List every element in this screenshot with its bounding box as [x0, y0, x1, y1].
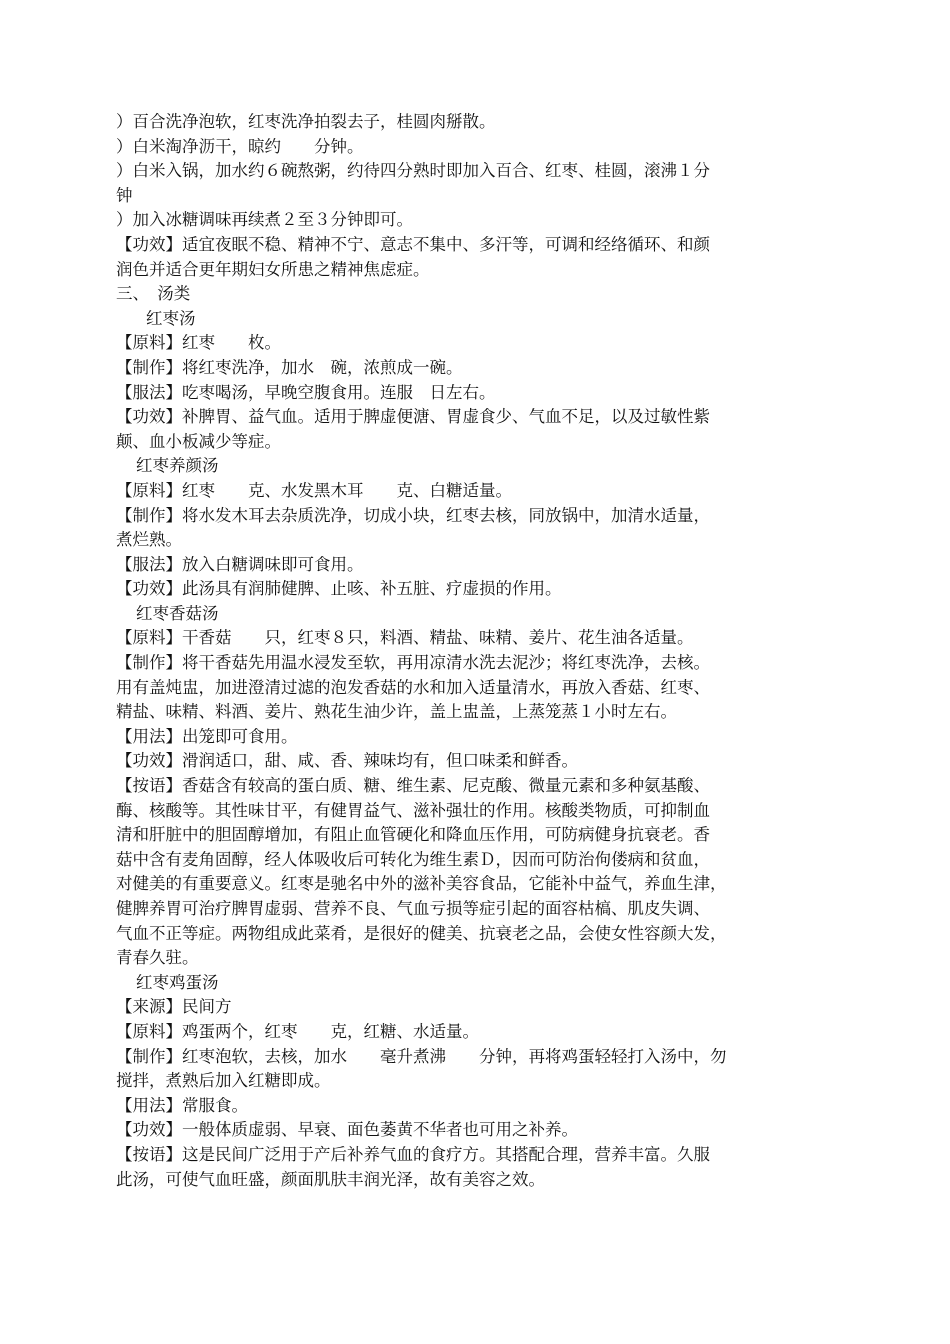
recipe-title: 红枣鸡蛋汤 — [136, 972, 219, 992]
text-line: 酶、核酸等。其性味甘平，有健胃益气、滋补强壮的作用。核酸类物质，可抑制血 — [116, 800, 710, 820]
text-line: 【原料】鸡蛋两个，红枣 克，红糖、水适量。 — [116, 1021, 479, 1041]
text-line: 菇中含有麦角固醇，经人体吸收后可转化为维生素Ｄ，因而可防治佝偻病和贫血， — [116, 849, 710, 869]
text-line: 煮烂熟。 — [116, 530, 182, 550]
text-line: ）加入冰糖调味再续煮２至３分钟即可。 — [116, 210, 413, 230]
text-line: 【按语】香菇含有较高的蛋白质、糖、维生素、尼克酸、微量元素和多种氨基酸、 — [116, 776, 710, 796]
text-line: 颠、血小板减少等症。 — [116, 431, 281, 451]
recipe-title: 红枣香菇汤 — [136, 603, 219, 623]
text-line: 【原料】红枣 枚。 — [116, 333, 281, 353]
text-line: 【制作】红枣泡软，去核，加水 毫升煮沸 分钟，再将鸡蛋轻轻打入汤中，勿 — [116, 1046, 727, 1066]
text-line: ）白米入锅，加水约６碗熬粥，约待四分熟时即加入百合、红枣、桂圆，滚沸１分 — [116, 161, 710, 181]
text-line: 【制作】将干香菇先用温水浸发至软，再用凉清水洗去泥沙；将红枣洗净，去核。 — [116, 653, 710, 673]
text-line: 【来源】民间方 — [116, 997, 232, 1017]
text-line: 【制作】将水发木耳去杂质洗净，切成小块，红枣去核，同放锅中，加清水适量， — [116, 505, 710, 525]
text-line: 【服法】放入白糖调味即可食用。 — [116, 554, 364, 574]
text-line: 青春久驻。 — [116, 948, 199, 968]
text-line: 用有盖炖盅，加进澄清过滤的泡发香菇的水和加入适量清水，再放入香菇、红枣、 — [116, 677, 710, 697]
recipe-title: 红枣汤 — [146, 308, 196, 328]
text-line: 【功效】补脾胃、益气血。适用于脾虚便溏、胃虚食少、气血不足，以及过敏性紫 — [116, 407, 710, 427]
text-line: ）百合洗净泡软，红枣洗净拍裂去子，桂圆肉掰散。 — [116, 112, 496, 131]
text-line: 【用法】常服食。 — [116, 1095, 248, 1115]
text-line: 【原料】红枣 克、水发黑木耳 克、白糖适量。 — [116, 480, 512, 500]
document-body — [116, 110, 816, 1192]
text-line: 精盐、味精、料酒、姜片、熟花生油少许，盖上盅盖，上蒸笼蒸１小时左右。 — [116, 702, 677, 722]
text-line: 对健美的有重要意义。红枣是驰名中外的滋补美容食品，它能补中益气，养血生津， — [116, 874, 727, 894]
text-line: 清和肝脏中的胆固醇增加，有阻止血管硬化和降血压作用，可防病健身抗衰老。香 — [116, 825, 710, 845]
text-line: 钟 — [116, 185, 133, 205]
text-line: 润色并适合更年期妇女所患之精神焦虑症。 — [116, 259, 430, 279]
text-line: 【原料】干香菇 只，红枣８只，料酒、精盐、味精、姜片、花生油各适量。 — [116, 628, 694, 648]
text-line: 【功效】此汤具有润肺健脾、止咳、补五脏、疗虚损的作用。 — [116, 579, 562, 599]
text-line: ）白米淘净沥干，晾约 分钟。 — [116, 136, 364, 156]
text-line: 气血不正等症。两物组成此菜肴，是很好的健美、抗衰老之品，会使女性容颜大发， — [116, 923, 727, 943]
text-line: 【用法】出笼即可食用。 — [116, 726, 298, 746]
text-line: 【制作】将红枣洗净，加水 碗，浓煎成一碗。 — [116, 357, 463, 377]
section-heading: 三、 汤类 — [116, 284, 191, 304]
text-line: 【功效】滑润适口，甜、咸、香、辣味均有，但口味柔和鲜香。 — [116, 751, 578, 771]
recipe-title: 红枣养颜汤 — [136, 456, 219, 476]
text-line: 健脾养胃可治疗脾胃虚弱、营养不良、气血亏损等症引起的面容枯槁、肌皮失调、 — [116, 899, 710, 918]
text-line: 【功效】一般体质虚弱、早衰、面色萎黄不华者也可用之补养。 — [116, 1120, 578, 1140]
text-line: 搅拌，煮熟后加入红糖即成。 — [116, 1071, 331, 1091]
text-line: 此汤，可使气血旺盛，颜面肌肤丰润光泽，故有美容之效。 — [116, 1169, 545, 1189]
text-line: 【服法】吃枣喝汤，早晚空腹食用。连服 日左右。 — [116, 382, 496, 402]
text-line: 【按语】这是民间广泛用于产后补养气血的食疗方。其搭配合理，营养丰富。久服 — [116, 1144, 710, 1164]
text-line: 【功效】适宜夜眠不稳、精神不宁、意志不集中、多汗等，可调和经络循环、和颜 — [116, 234, 710, 254]
